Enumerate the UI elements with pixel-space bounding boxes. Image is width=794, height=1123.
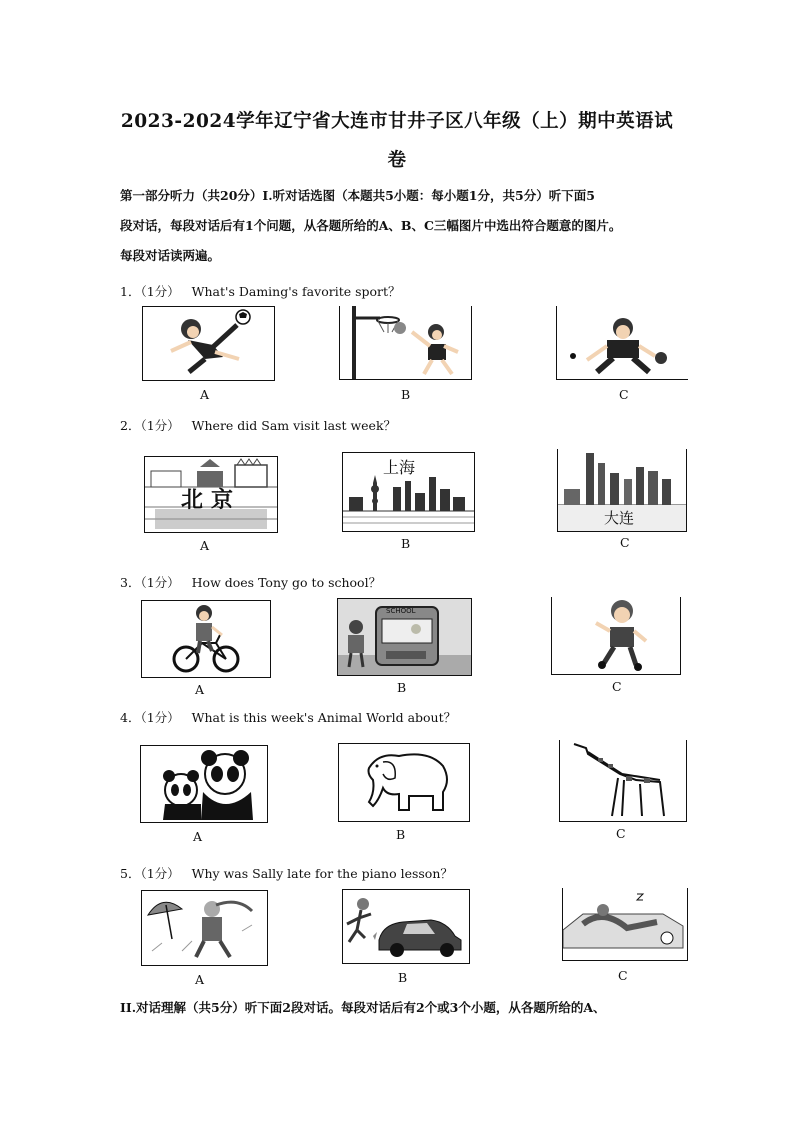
option-a-label: A bbox=[195, 972, 205, 987]
option-c-image-giraffe[interactable] bbox=[559, 740, 687, 822]
question-4 bbox=[120, 708, 456, 726]
option-a-label: A bbox=[193, 829, 203, 844]
option-c-label: C bbox=[616, 826, 626, 841]
question-2 bbox=[120, 416, 396, 434]
option-a-image-pandas[interactable] bbox=[140, 745, 268, 823]
option-c-label: C bbox=[618, 968, 628, 983]
option-b-label: B bbox=[398, 970, 408, 985]
question-number: 3．（1分） bbox=[120, 575, 180, 590]
option-c-image-dalian[interactable] bbox=[557, 449, 687, 532]
question-number: 2．（1分） bbox=[120, 418, 180, 433]
option-a-label: A bbox=[195, 682, 205, 697]
section1-instructions-line1: 第一部分听力（共20分）I.听对话选图（本题共5小题：每小题1分，共5分）听下面5 bbox=[120, 188, 595, 203]
section2-instructions: II.对话理解（共5分）听下面2段对话。每段对话后有2个或3个小题，从各题所给的A、 bbox=[120, 1000, 606, 1015]
question-text: What is this week's Animal World about？ bbox=[191, 710, 457, 725]
option-b-image-school-bus[interactable] bbox=[337, 598, 472, 676]
option-b-image-car[interactable] bbox=[342, 889, 470, 964]
dalian-caption: 大连 bbox=[604, 509, 635, 527]
option-b-label: B bbox=[396, 827, 406, 842]
option-b-image-basketball[interactable] bbox=[339, 306, 472, 380]
question-text: Why was Sally late for the piano lesson？ bbox=[191, 866, 453, 881]
option-a-image-bicycle[interactable] bbox=[141, 600, 271, 678]
option-c-image-walking[interactable] bbox=[551, 597, 681, 675]
option-b-label: B bbox=[397, 680, 407, 695]
beijing-caption: 北京 bbox=[181, 488, 242, 513]
option-a-label: A bbox=[200, 538, 210, 553]
option-b-label: B bbox=[401, 536, 411, 551]
option-b-image-shanghai[interactable] bbox=[342, 452, 475, 532]
question-number: 4．（1分） bbox=[120, 710, 180, 725]
school-bus-caption: SCHOOL bbox=[386, 607, 416, 615]
option-a-image-football[interactable] bbox=[142, 306, 275, 381]
option-c-image-sleeping[interactable] bbox=[562, 888, 688, 961]
question-1 bbox=[120, 282, 401, 300]
option-c-image-ping-pong[interactable] bbox=[556, 306, 688, 380]
question-3 bbox=[120, 573, 381, 591]
question-text: Where did Sam visit last week？ bbox=[191, 418, 397, 433]
section1-instructions-line2: 段对话，每段对话后有1个问题，从各题所给的A、B、C三幅图片中选出符合题意的图片。 bbox=[120, 218, 622, 233]
page-title-continued: 卷 bbox=[387, 150, 407, 171]
option-a-image-beijing[interactable] bbox=[144, 456, 278, 533]
question-5 bbox=[120, 864, 453, 882]
option-b-image-elephant[interactable] bbox=[338, 743, 470, 822]
shanghai-caption: 上海 bbox=[383, 458, 416, 477]
option-b-label: B bbox=[401, 387, 411, 402]
option-c-label: C bbox=[620, 535, 630, 550]
section1-instructions-line3: 每段对话读两遍。 bbox=[120, 248, 221, 263]
question-number: 1．（1分） bbox=[120, 284, 180, 299]
question-text: What's Daming's favorite sport？ bbox=[191, 284, 401, 299]
question-number: 5．（1分） bbox=[120, 866, 180, 881]
question-text: How does Tony go to school？ bbox=[191, 575, 382, 590]
page-title: 2023-2024学年辽宁省大连市甘井子区八年级（上）期中英语试 bbox=[120, 111, 674, 132]
option-c-label: C bbox=[612, 679, 622, 694]
option-c-label: C bbox=[619, 387, 629, 402]
option-a-image-rain[interactable] bbox=[141, 890, 268, 966]
option-a-label: A bbox=[200, 387, 210, 402]
